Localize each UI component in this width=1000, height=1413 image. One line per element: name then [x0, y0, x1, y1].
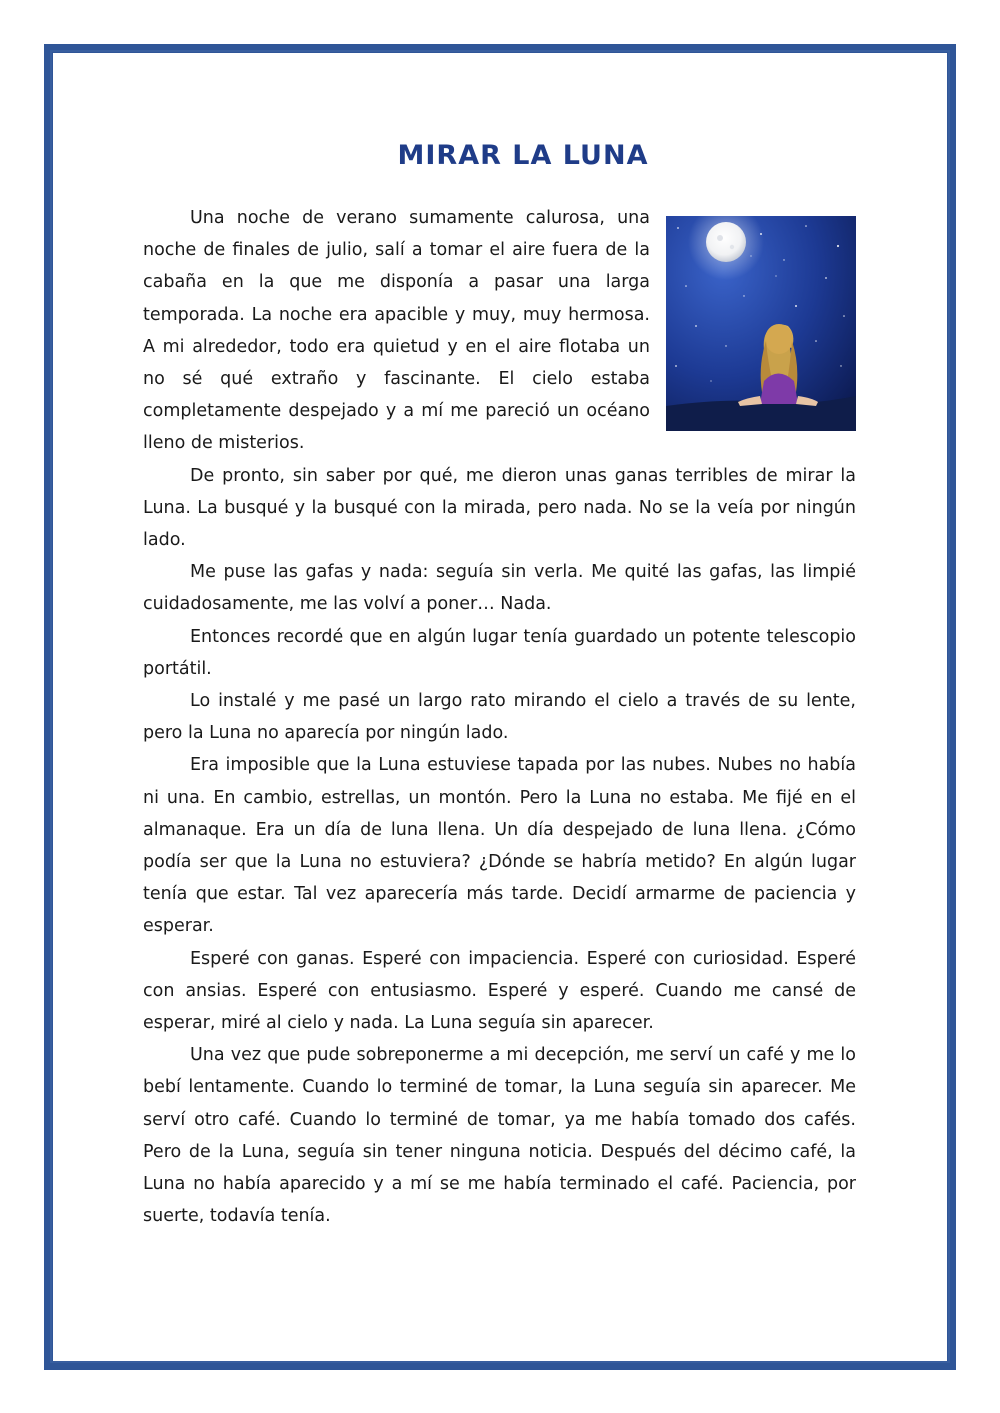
paragraph: Una vez que pude sobreponerme a mi decepción, me serví un café y me lo bebí lentamente. Cuando lo terminé de tomar, la Luna seguía sin aparecer. Me serví otro café. Cuando lo terminé de tomar, ya me había tomado dos cafés. Pero de la Luna, seguía sin tener ninguna noticia. Después del décimo café, la Luna no había aparecido y a mí se me había terminado el café. Paciencia, por suerte, todavía tenía.	[143, 1045, 856, 1227]
paragraph: Me puse las gafas y nada: seguía sin verla. Me quité las gafas, las limpié cuidadosamente, me las volví a poner… Nada.	[143, 562, 856, 615]
paragraph: Esperé con ganas. Esperé con impaciencia. Esperé con curiosidad. Esperé con ansias. Esperé con entusiasmo. Esperé y esperé. Cuando me cansé de esperar, miré al cielo y nada. La Luna seguía sin aparecer.	[143, 948, 856, 1034]
paragraph: Entonces recordé que en algún lugar tenía guardado un potente telescopio portátil.	[143, 626, 856, 679]
paragraph: Lo instalé y me pasé un largo rato mirando el cielo a través de su lente, pero la Luna no aparecía por ningún lado.	[143, 691, 856, 744]
story-body	[143, 202, 856, 1233]
paragraph: Una noche de verano sumamente calurosa, una noche de finales de julio, salí a tomar el aire fuera de la cabaña en la que me disponía a pasar una larga temporada. La noche era apacible y muy, muy hermosa. A mi alrededor, todo era quietud y en el aire flotaba un no sé qué extraño y fascinante. El cielo estaba completamente despejado y a mí me pareció un océano lleno de misterios.	[143, 208, 650, 454]
paragraph: De pronto, sin saber por qué, me dieron unas ganas terribles de mirar la Luna. La busqué y la busqué con la mirada, pero nada. No se la veía por ningún lado.	[143, 465, 856, 551]
page-title: MIRAR LA LUNA	[397, 140, 649, 172]
paragraph: Era imposible que la Luna estuviese tapada por las nubes. Nubes no había ni una. En cambio, estrellas, un montón. Pero la Luna no estaba. Me fijé en el almanaque. Era un día de luna llena. Un día despejado de luna llena. ¿Cómo podía ser que la Luna no estuviera? ¿Dónde se habría metido? En algún lugar tenía que estar. Tal vez aparecería más tarde. Decidí armarme de paciencia y esperar.	[143, 755, 856, 937]
moon-night-girl-illustration	[666, 216, 856, 431]
